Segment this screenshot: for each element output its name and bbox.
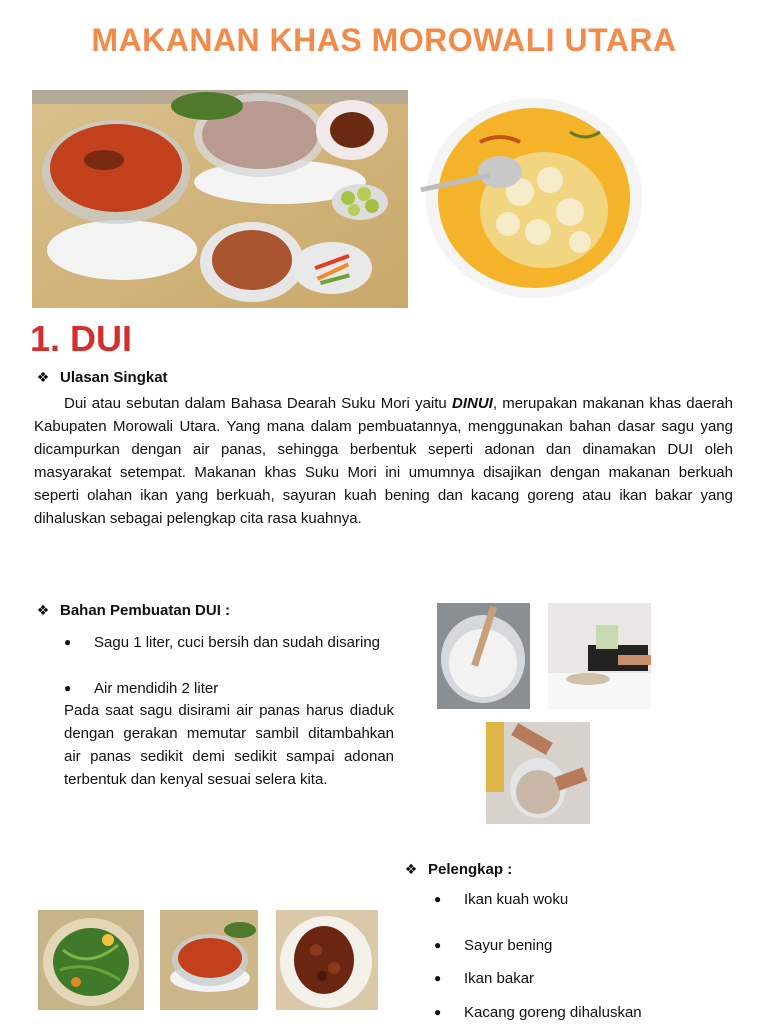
list-item: ● Sayur bening xyxy=(434,936,553,954)
peanut-photo xyxy=(276,910,378,1010)
list-item: ● Kacang goreng dihaluskan xyxy=(434,1003,642,1021)
page-title: MAKANAN KHAS MOROWALI UTARA xyxy=(91,22,677,58)
ulasan-emphasis: DINUI xyxy=(451,395,493,412)
process-photo-2 xyxy=(548,603,651,709)
list-item: ● Ikan kuah woku xyxy=(434,890,569,908)
bullet-dot-icon: ● xyxy=(64,681,72,695)
bullet-dot-icon: ● xyxy=(434,892,442,906)
ulasan-heading-label: Ulasan Singkat xyxy=(60,369,168,386)
pelengkap-heading-label: Pelengkap : xyxy=(428,861,513,878)
process-photo-1 xyxy=(437,603,530,709)
list-item: ● Air mendidih 2 liter xyxy=(64,679,219,697)
diamond-bullet-icon: ❖ xyxy=(404,861,418,877)
bullet-dot-icon: ● xyxy=(434,971,442,985)
pelengkap-list xyxy=(434,889,754,1022)
list-item: ● Sagu 1 liter, cuci bersih dan sudah disaring xyxy=(64,633,381,651)
ulasan-text-after: , merupakan makanan khas daerah Kabupaten Morowali Utara. Yang mana dalam pembuatannya, menggunakan bahan dasar sagu yang dicampurkan dengan air panas, sehingga berbentuk seperti adonan dan dinamakan DUI oleh masyarakat setempat. Makanan khas Suku Mori ini umumnya disajikan dengan makanan berkuah seperti olahan ikan yang berkuah, sayuran kuah bening dan kacang goreng atau ikan bakar yang dihaluskan sebagai pelengkap cita rasa kuahnya. xyxy=(34,395,733,527)
section-heading-dui: 1. DUI xyxy=(30,318,133,359)
bahan-note: Pada saat sagu disirami air panas harus diaduk dengan gerakan memutar sambil ditambahkan air panas sedikit demi sedikit sampai adonan terbentuk dan kenyal sesuai selera kita. xyxy=(64,702,394,788)
diamond-bullet-icon: ❖ xyxy=(36,602,50,618)
diamond-bullet-icon: ❖ xyxy=(36,369,50,385)
list-item: ● Ikan bakar xyxy=(434,969,535,987)
pelengkap-heading xyxy=(404,861,512,878)
bahan-heading xyxy=(36,602,230,619)
soup-bowl-photo xyxy=(420,92,648,302)
process-photo-3 xyxy=(486,722,590,824)
ulasan-paragraph xyxy=(34,392,733,530)
bullet-dot-icon: ● xyxy=(434,938,442,952)
vegetable-photo xyxy=(38,910,144,1010)
bahan-list xyxy=(64,632,434,698)
bullet-dot-icon: ● xyxy=(434,1005,442,1019)
ulasan-heading xyxy=(36,369,168,386)
food-spread-photo xyxy=(32,90,408,308)
fish-soup-photo xyxy=(160,910,258,1010)
ulasan-text-before: Dui atau sebutan dalam Bahasa Dearah Suku Mori yaitu xyxy=(64,395,452,412)
bullet-dot-icon: ● xyxy=(64,635,72,649)
bahan-heading-label: Bahan Pembuatan DUI : xyxy=(60,602,231,619)
